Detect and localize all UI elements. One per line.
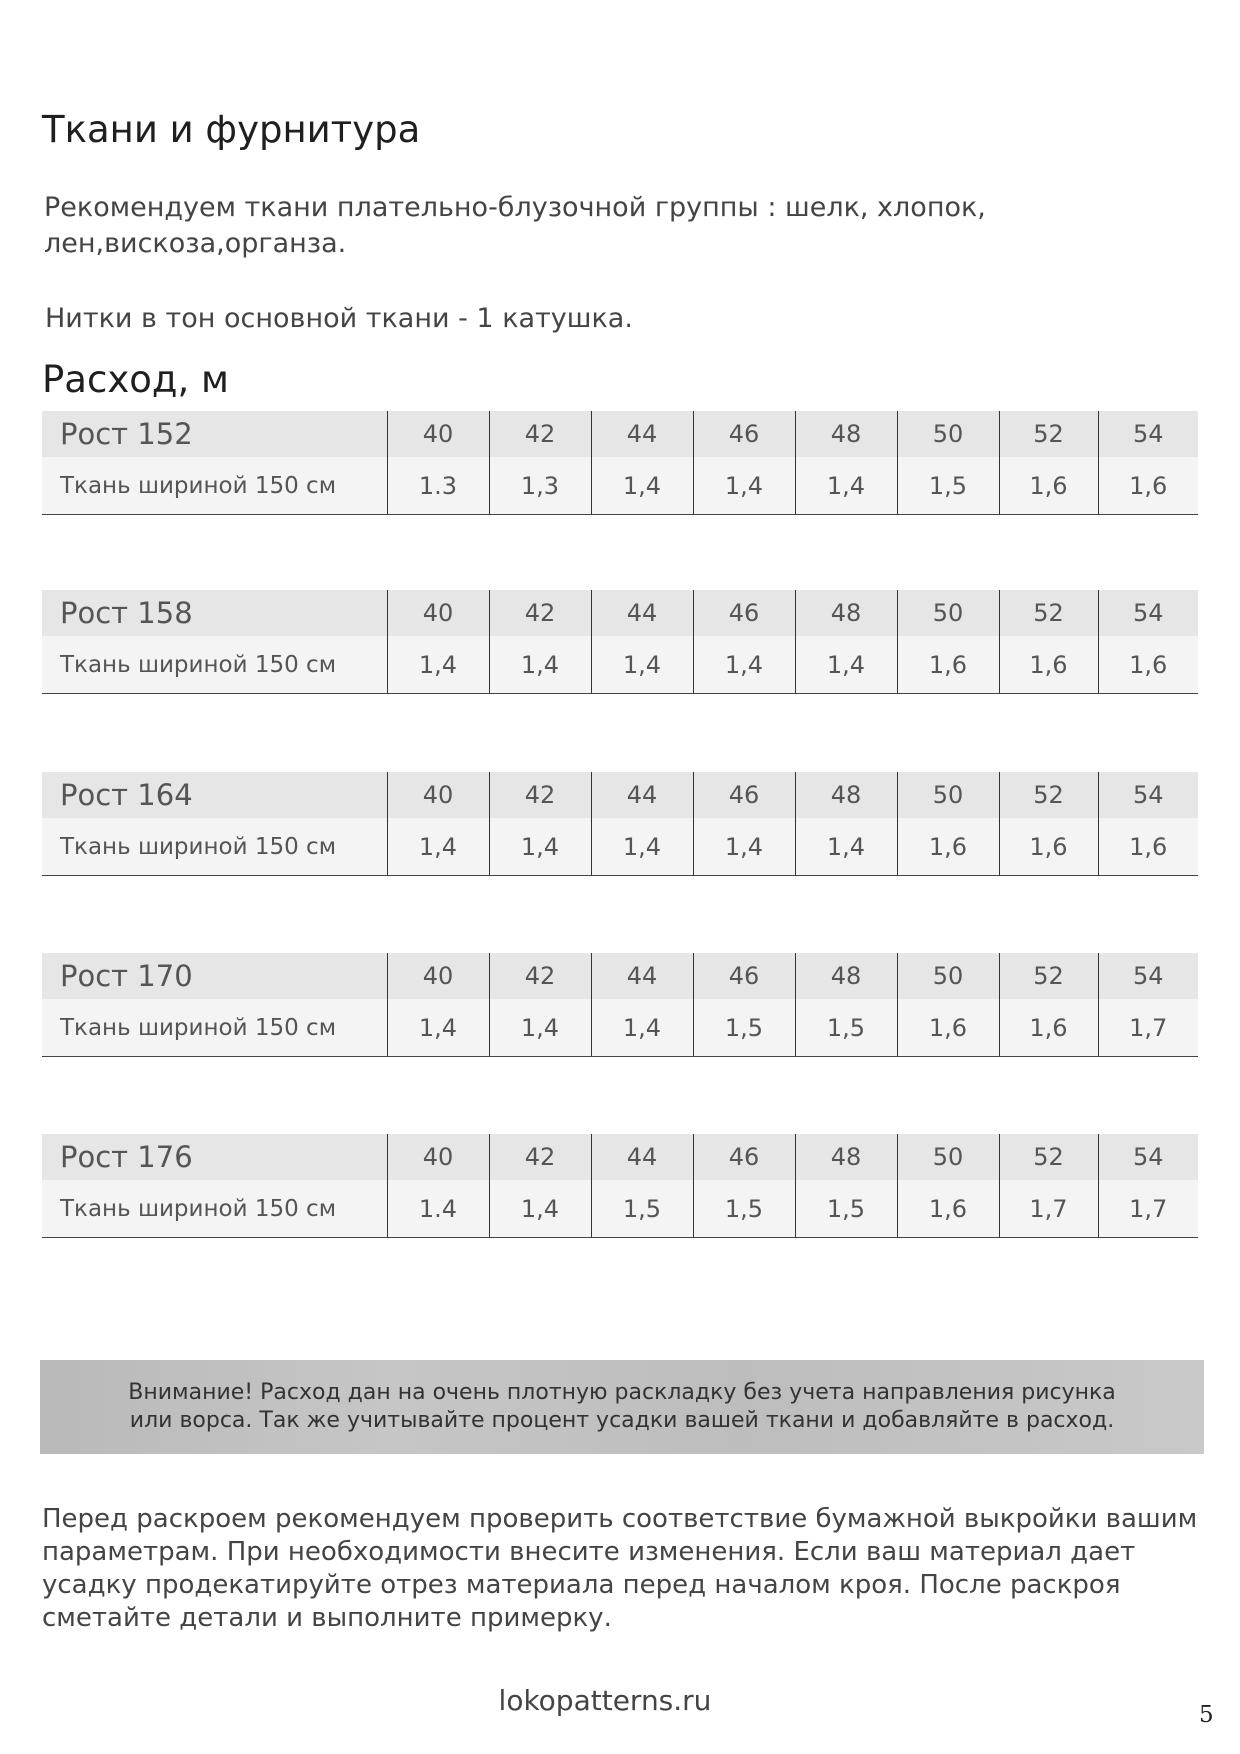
consumption-value: 1,4 — [795, 636, 897, 694]
consumption-value: 1,6 — [897, 818, 999, 876]
size-cell: 50 — [897, 953, 999, 999]
consumption-value: 1,4 — [489, 818, 591, 876]
size-table — [42, 590, 1198, 694]
table-header-row — [42, 953, 1198, 999]
size-cell: 48 — [795, 1134, 897, 1180]
table-row — [42, 818, 1198, 876]
size-table — [42, 953, 1198, 1057]
size-cell: 44 — [591, 590, 693, 636]
consumption-value: 1,4 — [693, 818, 795, 876]
consumption-value: 1,6 — [1098, 636, 1198, 694]
size-cell: 40 — [387, 1134, 489, 1180]
size-cell: 54 — [1098, 411, 1198, 457]
fabric-width-label: Ткань шириной 150 см — [42, 636, 387, 694]
size-cell: 52 — [999, 1134, 1098, 1180]
consumption-value: 1,5 — [897, 457, 999, 515]
consumption-value: 1,4 — [591, 636, 693, 694]
table-row — [42, 457, 1198, 515]
warning-banner — [40, 1360, 1204, 1454]
consumption-value: 1,4 — [489, 636, 591, 694]
page-title: Ткани и фурнитура — [42, 108, 421, 151]
height-label: Рост 152 — [42, 411, 387, 457]
warning-line-2: или ворса. Так же учитывайте процент усадки вашей ткани и добавляйте в расход. — [129, 1408, 1115, 1433]
size-cell: 52 — [999, 953, 1098, 999]
size-cell: 46 — [693, 1134, 795, 1180]
fabric-width-label: Ткань шириной 150 см — [42, 1180, 387, 1238]
fabric-width-label: Ткань шириной 150 см — [42, 457, 387, 515]
fabric-recommendation: Рекомендуем ткани плательно-блузочной группы : шелк, хлопок, лен,вискоза,органза. — [44, 192, 986, 259]
size-cell: 48 — [795, 411, 897, 457]
size-cell: 50 — [897, 772, 999, 818]
consumption-value: 1,6 — [999, 457, 1098, 515]
consumption-value: 1,6 — [999, 636, 1098, 694]
size-cell: 46 — [693, 590, 795, 636]
size-cell: 42 — [489, 772, 591, 818]
consumption-value: 1,5 — [795, 1180, 897, 1238]
consumption-value: 1.4 — [387, 1180, 489, 1238]
size-cell: 42 — [489, 1134, 591, 1180]
height-label: Рост 158 — [42, 590, 387, 636]
size-cell: 48 — [795, 953, 897, 999]
size-cell: 54 — [1098, 590, 1198, 636]
size-cell: 48 — [795, 772, 897, 818]
consumption-value: 1,5 — [795, 999, 897, 1057]
consumption-value: 1,5 — [693, 1180, 795, 1238]
consumption-value: 1,4 — [387, 818, 489, 876]
warning-line-1: Внимание! Расход дан на очень плотную раскладку без учета направления рисунка — [128, 1380, 1116, 1405]
size-cell: 40 — [387, 590, 489, 636]
consumption-value: 1,7 — [999, 1180, 1098, 1238]
consumption-value: 1,4 — [591, 818, 693, 876]
consumption-value: 1,6 — [999, 818, 1098, 876]
size-cell: 44 — [591, 1134, 693, 1180]
consumption-value: 1,4 — [489, 999, 591, 1057]
page-number: 5 — [1199, 1702, 1214, 1728]
consumption-value: 1,6 — [897, 999, 999, 1057]
size-cell: 52 — [999, 772, 1098, 818]
consumption-value: 1,4 — [387, 636, 489, 694]
size-cell: 54 — [1098, 953, 1198, 999]
size-cell: 46 — [693, 953, 795, 999]
consumption-value: 1,7 — [1098, 999, 1198, 1057]
size-table — [42, 1134, 1198, 1238]
consumption-value: 1,4 — [795, 818, 897, 876]
size-cell: 44 — [591, 772, 693, 818]
table-row — [42, 999, 1198, 1057]
fabric-width-label: Ткань шириной 150 см — [42, 818, 387, 876]
consumption-value: 1,4 — [693, 457, 795, 515]
consumption-value: 1,4 — [387, 999, 489, 1057]
table-row — [42, 1180, 1198, 1238]
consumption-value: 1,6 — [1098, 818, 1198, 876]
size-cell: 46 — [693, 411, 795, 457]
consumption-value: 1,4 — [693, 636, 795, 694]
table-header-row — [42, 1134, 1198, 1180]
size-cell: 52 — [999, 411, 1098, 457]
size-cell: 50 — [897, 411, 999, 457]
warning-text — [128, 1379, 1116, 1435]
height-label: Рост 170 — [42, 953, 387, 999]
size-table — [42, 772, 1198, 876]
consumption-value: 1,4 — [591, 457, 693, 515]
cutting-note: Перед раскроем рекомендуем проверить соответствие бумажной выкройки вашим параметрам. При необходимости внесите изменения. Если ваш материал дает усадку продекатируйте отрез материала перед началом кроя. После раскроя сметайте детали и выполните примерку. — [42, 1504, 1198, 1633]
consumption-value: 1,7 — [1098, 1180, 1198, 1238]
table-header-row — [42, 411, 1198, 457]
consumption-heading: Расход, м — [42, 358, 229, 401]
size-cell: 42 — [489, 953, 591, 999]
size-cell: 40 — [387, 411, 489, 457]
consumption-value: 1,6 — [897, 1180, 999, 1238]
size-cell: 42 — [489, 411, 591, 457]
size-table — [42, 411, 1198, 515]
size-cell: 50 — [897, 590, 999, 636]
consumption-value: 1,4 — [591, 999, 693, 1057]
consumption-value: 1,5 — [591, 1180, 693, 1238]
threads-note: Нитки в тон основной ткани - 1 катушка. — [45, 303, 633, 334]
size-cell: 54 — [1098, 1134, 1198, 1180]
consumption-value: 1,3 — [489, 457, 591, 515]
website-link[interactable]: lokopatterns.ru — [498, 1684, 712, 1717]
size-cell: 50 — [897, 1134, 999, 1180]
consumption-value: 1,6 — [999, 999, 1098, 1057]
consumption-value: 1,4 — [795, 457, 897, 515]
size-cell: 42 — [489, 590, 591, 636]
consumption-value: 1,6 — [1098, 457, 1198, 515]
table-header-row — [42, 772, 1198, 818]
size-cell: 54 — [1098, 772, 1198, 818]
size-cell: 40 — [387, 953, 489, 999]
size-cell: 46 — [693, 772, 795, 818]
fabric-width-label: Ткань шириной 150 см — [42, 999, 387, 1057]
table-header-row — [42, 590, 1198, 636]
consumption-value: 1,6 — [897, 636, 999, 694]
height-label: Рост 164 — [42, 772, 387, 818]
consumption-value: 1,4 — [489, 1180, 591, 1238]
height-label: Рост 176 — [42, 1134, 387, 1180]
size-cell: 44 — [591, 953, 693, 999]
consumption-value: 1,5 — [693, 999, 795, 1057]
table-row — [42, 636, 1198, 694]
size-cell: 44 — [591, 411, 693, 457]
size-cell: 52 — [999, 590, 1098, 636]
consumption-value: 1.3 — [387, 457, 489, 515]
size-cell: 40 — [387, 772, 489, 818]
size-cell: 48 — [795, 590, 897, 636]
